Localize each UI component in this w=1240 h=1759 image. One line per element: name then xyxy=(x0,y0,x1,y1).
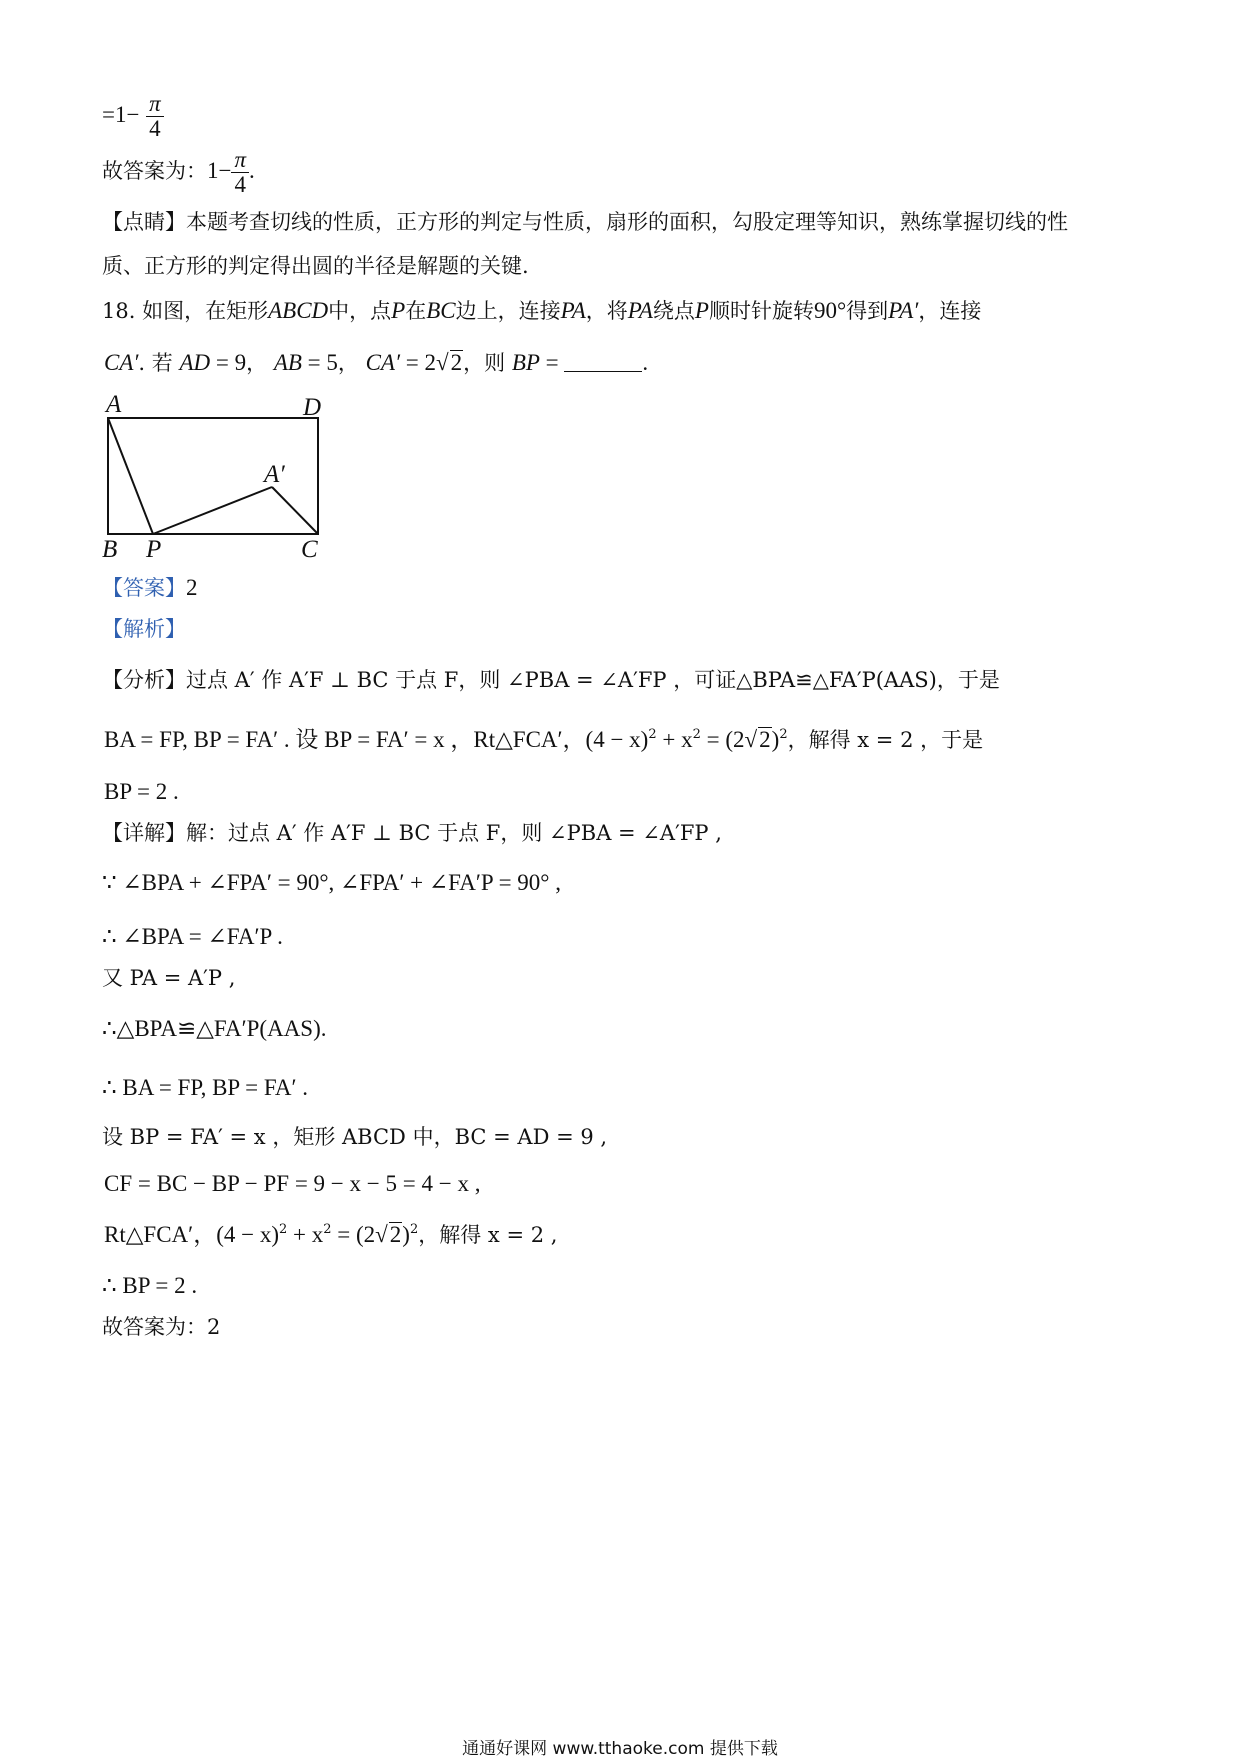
problem-number: 18. xyxy=(102,299,136,323)
jiexi-line xyxy=(102,619,186,640)
segment-pa xyxy=(108,418,153,534)
fenxi-line-2: BA = FP, BP = FA′ . 设 BP = FA′ = x ，Rt△FCA′，$(4 - x)^2 + x^2 = (2√2)^2$，解得 x = 2 ，于是 xyxy=(104,727,984,752)
fenxi-tag: 【分析】 xyxy=(102,668,186,692)
detail-line-11: 故答案为：2 xyxy=(102,1315,221,1339)
detail-line-2: ∵ ∠BPA + ∠FPA′ = 90°, ∠FPA′ + ∠FA′P = 90° , xyxy=(102,870,562,895)
equation-line: =1− $\frac{\pi}{4}$ xyxy=(102,92,164,141)
detail-line-10: ∴ BP = 2 . xyxy=(102,1273,198,1298)
fenxi-line-3: BP = 2 . xyxy=(104,779,179,804)
problem-line-2: CA′. 若 AD = 9， AB = 5， CA′ = 2√2，则 BP = . xyxy=(104,350,649,375)
detail-line-9: Rt△FCA′，$(4 - x)^2 + x^2 = (2√2)^2$，解得 x = 2 , xyxy=(104,1222,558,1247)
detail-line-5: ∴△BPA≌△FA′P(AAS). xyxy=(102,1016,327,1041)
fraction: $\frac{\pi}{4}$ xyxy=(146,92,164,141)
detail-line-1: 【详解】解：过点 A′ 作 A′F ⊥ BC 于点 F，则 ∠PBA = ∠A′FP , xyxy=(102,821,722,845)
label-p: P xyxy=(146,536,162,563)
label-b: B xyxy=(102,536,118,563)
rectangle-abcd xyxy=(108,418,318,534)
detail-line-3: ∴ ∠BPA = ∠FA′P . xyxy=(102,924,283,949)
label-a-prime: A′ xyxy=(264,461,285,488)
rectangle-figure xyxy=(100,388,340,568)
page-footer: 通通好课网 www.tthaoke.com 提供下载 xyxy=(462,1739,778,1759)
answer-line: 【答案】2 xyxy=(102,575,198,600)
label-c: C xyxy=(301,536,318,563)
problem-line-1: 18. 如图，在矩形ABCD中，点P在BC边上，连接PA，将PA绕点P顺时针旋转90°得到PA′，连接 xyxy=(102,298,982,323)
label-a: A xyxy=(106,391,122,418)
answer-blank xyxy=(564,353,642,372)
dianjing-line-1: 【点睛】本题考查切线的性质，正方形的判定与性质，扇形的面积，勾股定理等知识，熟练掌握切线的性 xyxy=(102,210,1068,234)
label-d: D xyxy=(303,394,322,421)
detail-line-4: 又 PA = A′P , xyxy=(102,966,236,990)
detail-line-6: ∴ BA = FP, BP = FA′ . xyxy=(102,1075,309,1100)
answer-tag: 【答案】 xyxy=(102,576,186,600)
dianjing-line-2: 质、正方形的判定得出圆的半径是解题的关键. xyxy=(102,254,529,278)
jiexi-tag: 【解析】 xyxy=(102,617,186,641)
previous-answer-line: 故答案为：1− $\frac{\pi}{4}$ . xyxy=(102,147,255,198)
detail-line-7: 设 BP = FA′ = x ，矩形 ABCD 中，BC = AD = 9 , xyxy=(102,1125,608,1149)
segment-a-prime-c xyxy=(272,487,318,534)
fenxi-line-1: 【分析】过点 A′ 作 A′F ⊥ BC 于点 F，则 ∠PBA = ∠A′FP ，可证△BPA≌△FA′P(AAS)，于是 xyxy=(102,668,1000,692)
dianjing-tag: 【点睛】 xyxy=(102,210,186,234)
detail-line-8: CF = BC − BP − PF = 9 − x − 5 = 4 − x , xyxy=(104,1171,481,1196)
segment-pa-prime xyxy=(153,487,272,534)
fraction: $\frac{\pi}{4}$ xyxy=(231,148,249,197)
